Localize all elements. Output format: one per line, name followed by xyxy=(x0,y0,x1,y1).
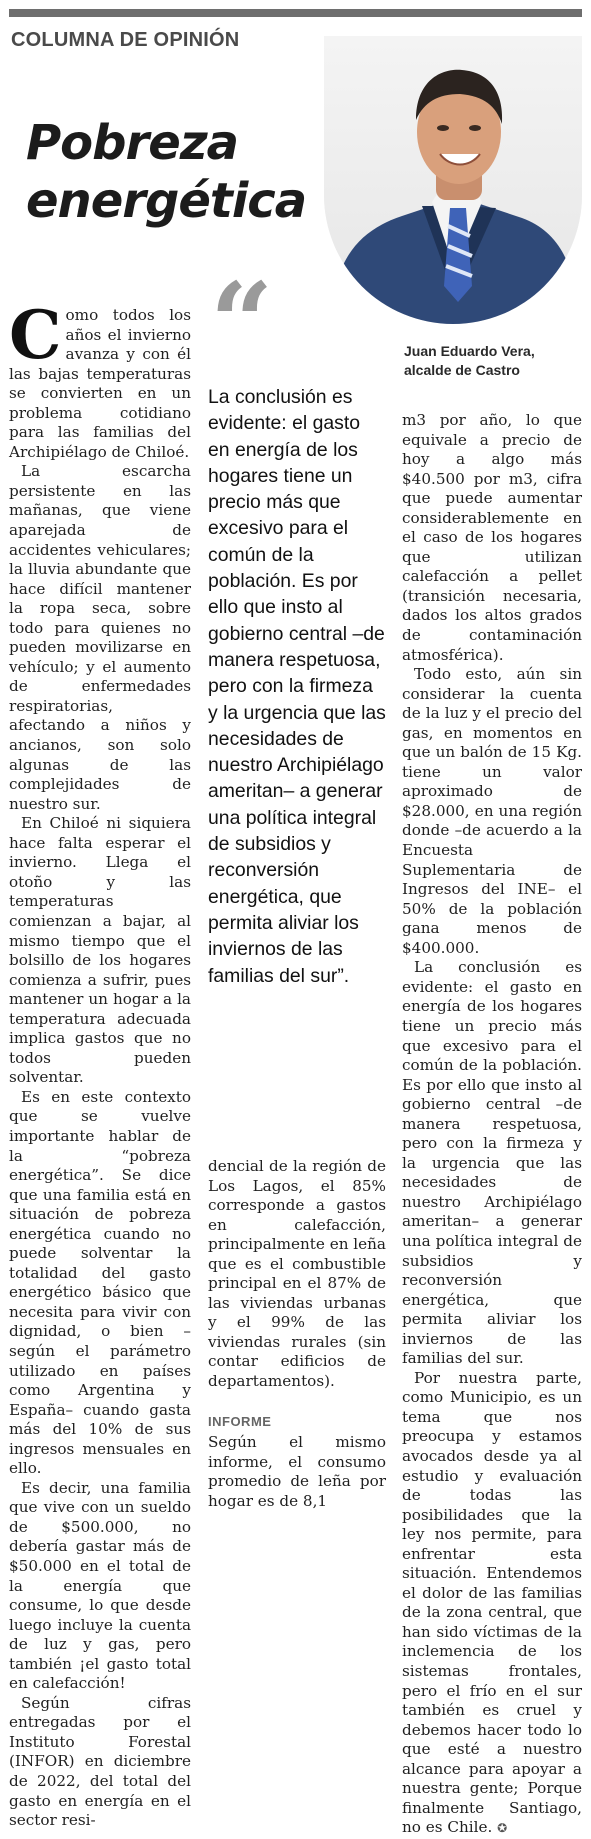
drop-cap: C xyxy=(9,296,62,374)
paragraph: Es en este contexto que se vuelve importante hablar de la “pobreza energética”. Se dice que una familia está en situación de pobreza energética cuando no puede solventar la totalidad del gasto energético básico que necesita para vivir con dignidad, o bien –según el parámetro utilizado en países como Argentina y España– cuando gasta más del 10% de sus ingresos mensuales en ello. xyxy=(9,1087,191,1478)
paragraph-text: Por nuestra parte, como Municipio, es un tema que nos preocupa y estamos avocados desde ya al estudio y evaluación de todas las posibilidades que la ley nos permite, para enfrentar esta situación. Entendemos el dolor de las familias de la zona central, que han sido víctimas de la inclemencia de los sistemas frontales, pero el frío en el sur también es cruel y debemos hacer todo lo que esté a nuestro alcance para apoyar a nuestra gente; Porque finalmente Santiago, no es Chile. xyxy=(402,1368,582,1837)
headline xyxy=(26,114,326,230)
quote-mark-icon: “ xyxy=(210,258,274,387)
paragraph: En Chiloé ni siquiera hace falta esperar el invierno. Llega el otoño y las temperaturas comienzan a bajar, al mismo tiempo que el bolsillo de los hogares comienza a sufrir, pues mantener un hogar a la temperatura adecuada implica gastos que no todos pueden solventar. xyxy=(9,814,191,1087)
paragraph: La escarcha persistente en las mañanas, que viene aparejada de accidentes vehiculares; la lluvia abundante que hace difícil mantener la ropa seca, sobre todo para quienes no pueden movilizarse en vehículo; y el aumento de enfermedades respiratorias, afectando a niños y ancianos, son solo algunas de las complejidades de nuestro sur. xyxy=(9,462,191,813)
subheading: INFORME xyxy=(208,1413,272,1429)
author-photo xyxy=(324,36,582,324)
author-caption xyxy=(404,342,584,380)
article-column-1 xyxy=(9,296,191,1831)
end-mark-icon: ✪ xyxy=(497,1821,508,1836)
paragraph-text: omo todos los años el invierno avanza y con él las bajas temperaturas se convierten en un problema cotidiano para las familias del Archipiélago de Chiloé. xyxy=(9,306,191,461)
article-column-3 xyxy=(402,411,582,1839)
pull-quote: La conclusión es evidente: el gasto en energía de los hogares tiene un precio más que excesivo para el común de la población. Es por ello que insto al gobierno central –de manera respetuosa, pero con la firmeza y la urgencia que las necesidades de nuestro Archipiélago ameritan– a generar una política integral de subsidios y reconversión energética, que permita aliviar los inviernos de las familias del sur”. xyxy=(208,386,386,987)
paragraph-continued: m3 por año, lo que equivale a precio de hoy a algo más $40.500 por m3, cifra que puede aumentar considerablemente en el caso de los hogares que utilizan calefacción a pellet (transición necesaria, dados los altos grados de contaminación atmosférica). xyxy=(402,411,582,664)
top-rule xyxy=(9,9,582,17)
paragraph-continued: dencial de la región de Los Lagos, el 85% corresponde a gastos en calefacción, principalmente en leña que es el combustible principal en el 87% de las viviendas urbanas y el 99% de las viviendas rurales (sin contar edificios de departamentos). xyxy=(208,1157,386,1391)
paragraph: La conclusión es evidente: el gasto en energía de los hogares tiene un precio más que excesivo para el común de la población. Es por ello que insto al gobierno central –de manera respetuosa, pero con la firmeza y la urgencia que las necesidades de nuestro Archipiélago ameritan– a generar una política integral de subsidios y reconversión energética, que permita aliviar los inviernos de las familias del sur. xyxy=(402,958,582,1368)
author-role: alcalde de Castro xyxy=(404,362,520,378)
headline-line-2: energética xyxy=(26,173,307,230)
paragraph: Según cifras entregadas por el Instituto Forestal (INFOR) en diciembre de 2022, del total del gasto en energía en el sector resi- xyxy=(9,1693,191,1830)
paragraph: Todo esto, aún sin considerar la cuenta de la luz y el precio del gas, en momentos en que un balón de 15 Kg. tiene un valor aproximado de $28.000, en una región donde –de acuerdo a la Encuesta Suplementaria de Ingresos del INE– el 50% de la población gana menos de $400.000. xyxy=(402,665,582,957)
paragraph: Según el mismo informe, el consumo promedio de leña por hogar es de 8,1 xyxy=(208,1433,386,1510)
section-label: COLUMNA DE OPINIÓN xyxy=(11,29,240,51)
paragraph xyxy=(402,1369,582,1839)
article-column-2 xyxy=(208,1157,386,1511)
headline-line-1: Pobreza xyxy=(26,115,239,172)
author-portrait xyxy=(324,36,582,324)
paragraph: Es decir, una familia que vive con un sueldo de $500.000, no debería gastar más de $50.000 en el total de la energía que consume, lo que desde luego incluye la cuenta de luz y gas, pero también ¡el gasto total en calefacción! xyxy=(9,1478,191,1693)
author-name: Juan Eduardo Vera, xyxy=(404,343,535,359)
paragraph xyxy=(9,296,191,462)
